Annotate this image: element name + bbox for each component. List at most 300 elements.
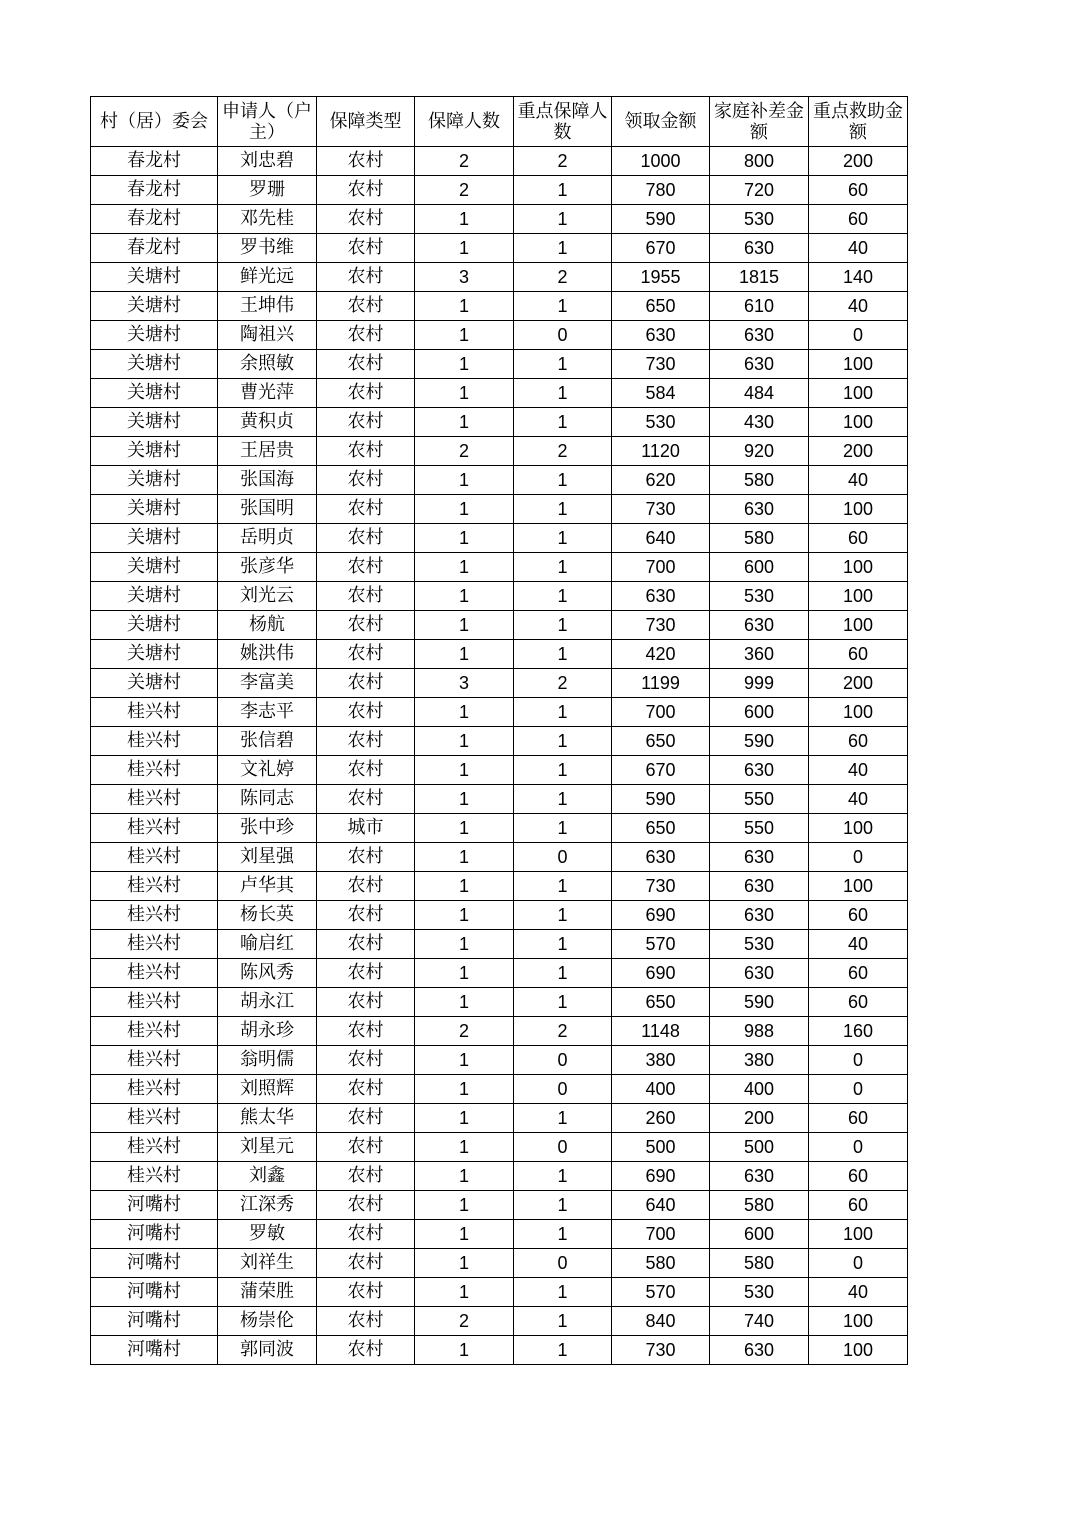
security-type-cell: 农村 [317, 437, 415, 466]
key-relief-amount-cell: 60 [809, 1191, 908, 1220]
key-relief-amount-cell: 100 [809, 698, 908, 727]
applicant-cell: 邓先桂 [218, 205, 317, 234]
family-supplement-cell: 580 [710, 1191, 809, 1220]
table-row [91, 176, 908, 205]
header-security-type: 保障类型 [317, 97, 415, 147]
covered-persons-cell: 1 [415, 988, 514, 1017]
covered-persons-cell: 2 [415, 437, 514, 466]
village-cell: 关塘村 [91, 379, 218, 408]
table-row [91, 350, 908, 379]
key-covered-persons-cell: 1 [514, 350, 612, 379]
amount-received-cell: 730 [612, 350, 710, 379]
table-row [91, 669, 908, 698]
key-covered-persons-cell: 1 [514, 408, 612, 437]
security-type-cell: 农村 [317, 553, 415, 582]
applicant-cell: 喻启红 [218, 930, 317, 959]
applicant-cell: 张信碧 [218, 727, 317, 756]
applicant-cell: 杨长英 [218, 901, 317, 930]
village-cell: 桂兴村 [91, 1017, 218, 1046]
key-relief-amount-cell: 100 [809, 611, 908, 640]
family-supplement-cell: 484 [710, 379, 809, 408]
applicant-cell: 张国海 [218, 466, 317, 495]
covered-persons-cell: 1 [415, 611, 514, 640]
table-row [91, 292, 908, 321]
family-supplement-cell: 580 [710, 524, 809, 553]
key-covered-persons-cell: 2 [514, 263, 612, 292]
security-type-cell: 农村 [317, 930, 415, 959]
covered-persons-cell: 1 [415, 1133, 514, 1162]
key-relief-amount-cell: 60 [809, 959, 908, 988]
security-type-cell: 农村 [317, 321, 415, 350]
applicant-cell: 罗珊 [218, 176, 317, 205]
security-type-cell: 农村 [317, 1191, 415, 1220]
key-relief-amount-cell: 40 [809, 466, 908, 495]
applicant-cell: 熊太华 [218, 1104, 317, 1133]
family-supplement-cell: 630 [710, 321, 809, 350]
applicant-cell: 翁明儒 [218, 1046, 317, 1075]
security-type-cell: 农村 [317, 988, 415, 1017]
key-relief-amount-cell: 40 [809, 1278, 908, 1307]
covered-persons-cell: 1 [415, 785, 514, 814]
table-row [91, 234, 908, 263]
village-cell: 关塘村 [91, 292, 218, 321]
table-row [91, 466, 908, 495]
key-covered-persons-cell: 1 [514, 785, 612, 814]
applicant-cell: 陶祖兴 [218, 321, 317, 350]
key-relief-amount-cell: 0 [809, 843, 908, 872]
village-cell: 春龙村 [91, 205, 218, 234]
table-row [91, 379, 908, 408]
table-row [91, 843, 908, 872]
key-covered-persons-cell: 1 [514, 1220, 612, 1249]
covered-persons-cell: 1 [415, 1191, 514, 1220]
covered-persons-cell: 1 [415, 698, 514, 727]
key-relief-amount-cell: 40 [809, 785, 908, 814]
key-relief-amount-cell: 160 [809, 1017, 908, 1046]
table-row [91, 321, 908, 350]
applicant-cell: 罗敏 [218, 1220, 317, 1249]
security-type-cell: 农村 [317, 495, 415, 524]
key-covered-persons-cell: 1 [514, 176, 612, 205]
table-row [91, 1191, 908, 1220]
covered-persons-cell: 1 [415, 408, 514, 437]
amount-received-cell: 730 [612, 872, 710, 901]
key-covered-persons-cell: 2 [514, 669, 612, 698]
amount-received-cell: 380 [612, 1046, 710, 1075]
family-supplement-cell: 590 [710, 988, 809, 1017]
amount-received-cell: 570 [612, 930, 710, 959]
covered-persons-cell: 1 [415, 843, 514, 872]
key-covered-persons-cell: 1 [514, 698, 612, 727]
security-type-cell: 农村 [317, 669, 415, 698]
village-cell: 桂兴村 [91, 1075, 218, 1104]
applicant-cell: 王居贵 [218, 437, 317, 466]
key-covered-persons-cell: 1 [514, 814, 612, 843]
family-supplement-cell: 630 [710, 611, 809, 640]
key-relief-amount-cell: 100 [809, 379, 908, 408]
header-amount-received: 领取金额 [612, 97, 710, 147]
village-cell: 桂兴村 [91, 698, 218, 727]
key-covered-persons-cell: 0 [514, 843, 612, 872]
applicant-cell: 刘星元 [218, 1133, 317, 1162]
applicant-cell: 郭同波 [218, 1336, 317, 1365]
applicant-cell: 王坤伟 [218, 292, 317, 321]
security-type-cell: 农村 [317, 1336, 415, 1365]
key-covered-persons-cell: 1 [514, 495, 612, 524]
amount-received-cell: 640 [612, 1191, 710, 1220]
village-cell: 桂兴村 [91, 1133, 218, 1162]
applicant-cell: 张彦华 [218, 553, 317, 582]
covered-persons-cell: 1 [415, 1162, 514, 1191]
applicant-cell: 卢华其 [218, 872, 317, 901]
key-covered-persons-cell: 1 [514, 756, 612, 785]
amount-received-cell: 650 [612, 292, 710, 321]
village-cell: 桂兴村 [91, 988, 218, 1017]
key-covered-persons-cell: 1 [514, 234, 612, 263]
family-supplement-cell: 550 [710, 814, 809, 843]
security-type-cell: 农村 [317, 611, 415, 640]
family-supplement-cell: 550 [710, 785, 809, 814]
security-type-cell: 农村 [317, 785, 415, 814]
security-type-cell: 农村 [317, 756, 415, 785]
key-covered-persons-cell: 2 [514, 437, 612, 466]
village-cell: 桂兴村 [91, 930, 218, 959]
key-covered-persons-cell: 1 [514, 1307, 612, 1336]
covered-persons-cell: 1 [415, 756, 514, 785]
amount-received-cell: 670 [612, 234, 710, 263]
amount-received-cell: 260 [612, 1104, 710, 1133]
key-relief-amount-cell: 60 [809, 205, 908, 234]
key-covered-persons-cell: 1 [514, 524, 612, 553]
table-row [91, 408, 908, 437]
table-row [91, 640, 908, 669]
security-type-cell: 农村 [317, 147, 415, 176]
amount-received-cell: 780 [612, 176, 710, 205]
covered-persons-cell: 1 [415, 524, 514, 553]
covered-persons-cell: 2 [415, 1307, 514, 1336]
family-supplement-cell: 380 [710, 1046, 809, 1075]
covered-persons-cell: 1 [415, 872, 514, 901]
covered-persons-cell: 1 [415, 814, 514, 843]
family-supplement-cell: 530 [710, 1278, 809, 1307]
key-relief-amount-cell: 0 [809, 1249, 908, 1278]
security-type-cell: 农村 [317, 1307, 415, 1336]
family-supplement-cell: 630 [710, 872, 809, 901]
table-row [91, 1075, 908, 1104]
key-covered-persons-cell: 1 [514, 727, 612, 756]
security-type-cell: 农村 [317, 1220, 415, 1249]
village-cell: 河嘴村 [91, 1336, 218, 1365]
key-relief-amount-cell: 40 [809, 930, 908, 959]
amount-received-cell: 730 [612, 495, 710, 524]
covered-persons-cell: 2 [415, 147, 514, 176]
family-supplement-cell: 200 [710, 1104, 809, 1133]
village-cell: 关塘村 [91, 495, 218, 524]
village-cell: 河嘴村 [91, 1191, 218, 1220]
key-relief-amount-cell: 60 [809, 988, 908, 1017]
village-cell: 桂兴村 [91, 843, 218, 872]
amount-received-cell: 580 [612, 1249, 710, 1278]
key-relief-amount-cell: 200 [809, 437, 908, 466]
village-cell: 河嘴村 [91, 1307, 218, 1336]
family-supplement-cell: 999 [710, 669, 809, 698]
family-supplement-cell: 630 [710, 495, 809, 524]
security-type-cell: 农村 [317, 408, 415, 437]
key-covered-persons-cell: 0 [514, 1075, 612, 1104]
table-row [91, 147, 908, 176]
key-relief-amount-cell: 100 [809, 1220, 908, 1249]
village-cell: 桂兴村 [91, 1104, 218, 1133]
security-type-cell: 农村 [317, 524, 415, 553]
amount-received-cell: 700 [612, 1220, 710, 1249]
village-cell: 关塘村 [91, 553, 218, 582]
village-cell: 春龙村 [91, 234, 218, 263]
applicant-cell: 刘祥生 [218, 1249, 317, 1278]
family-supplement-cell: 630 [710, 350, 809, 379]
village-cell: 桂兴村 [91, 959, 218, 988]
amount-received-cell: 630 [612, 582, 710, 611]
amount-received-cell: 570 [612, 1278, 710, 1307]
village-cell: 桂兴村 [91, 872, 218, 901]
key-covered-persons-cell: 1 [514, 466, 612, 495]
key-relief-amount-cell: 200 [809, 669, 908, 698]
table-row [91, 524, 908, 553]
key-relief-amount-cell: 100 [809, 495, 908, 524]
table-row [91, 959, 908, 988]
covered-persons-cell: 1 [415, 321, 514, 350]
key-covered-persons-cell: 1 [514, 988, 612, 1017]
family-supplement-cell: 530 [710, 205, 809, 234]
applicant-cell: 鲜光远 [218, 263, 317, 292]
covered-persons-cell: 1 [415, 1220, 514, 1249]
key-covered-persons-cell: 0 [514, 1249, 612, 1278]
family-supplement-cell: 1815 [710, 263, 809, 292]
security-type-cell: 农村 [317, 263, 415, 292]
security-type-cell: 农村 [317, 640, 415, 669]
key-relief-amount-cell: 60 [809, 901, 908, 930]
table-row [91, 901, 908, 930]
village-cell: 桂兴村 [91, 1162, 218, 1191]
security-type-cell: 农村 [317, 698, 415, 727]
village-cell: 关塘村 [91, 524, 218, 553]
table-row [91, 553, 908, 582]
key-covered-persons-cell: 2 [514, 147, 612, 176]
applicant-cell: 刘忠碧 [218, 147, 317, 176]
key-relief-amount-cell: 0 [809, 1133, 908, 1162]
village-cell: 桂兴村 [91, 785, 218, 814]
family-supplement-cell: 430 [710, 408, 809, 437]
covered-persons-cell: 1 [415, 1075, 514, 1104]
table-row [91, 872, 908, 901]
table-row [91, 1017, 908, 1046]
key-covered-persons-cell: 1 [514, 640, 612, 669]
table-row [91, 205, 908, 234]
header-covered-persons: 保障人数 [415, 97, 514, 147]
table-row [91, 1278, 908, 1307]
applicant-cell: 岳明贞 [218, 524, 317, 553]
key-covered-persons-cell: 1 [514, 1162, 612, 1191]
key-relief-amount-cell: 60 [809, 176, 908, 205]
security-type-cell: 农村 [317, 959, 415, 988]
amount-received-cell: 590 [612, 205, 710, 234]
amount-received-cell: 700 [612, 698, 710, 727]
security-type-cell: 农村 [317, 727, 415, 756]
key-relief-amount-cell: 140 [809, 263, 908, 292]
security-type-cell: 农村 [317, 1075, 415, 1104]
key-relief-amount-cell: 40 [809, 234, 908, 263]
applicant-cell: 胡永珍 [218, 1017, 317, 1046]
table-row [91, 1046, 908, 1075]
applicant-cell: 杨崇伦 [218, 1307, 317, 1336]
key-covered-persons-cell: 1 [514, 379, 612, 408]
security-type-cell: 农村 [317, 901, 415, 930]
table-row [91, 437, 908, 466]
covered-persons-cell: 1 [415, 379, 514, 408]
key-covered-persons-cell: 2 [514, 1017, 612, 1046]
key-covered-persons-cell: 1 [514, 930, 612, 959]
family-supplement-cell: 600 [710, 1220, 809, 1249]
applicant-cell: 杨航 [218, 611, 317, 640]
covered-persons-cell: 1 [415, 901, 514, 930]
table-row [91, 1249, 908, 1278]
family-supplement-cell: 630 [710, 959, 809, 988]
family-supplement-cell: 630 [710, 1336, 809, 1365]
covered-persons-cell: 1 [415, 1046, 514, 1075]
security-type-cell: 农村 [317, 176, 415, 205]
key-relief-amount-cell: 60 [809, 1104, 908, 1133]
amount-received-cell: 670 [612, 756, 710, 785]
table-row [91, 785, 908, 814]
table-row [91, 698, 908, 727]
table-row [91, 1220, 908, 1249]
table-body [91, 147, 908, 1365]
covered-persons-cell: 1 [415, 350, 514, 379]
family-supplement-cell: 988 [710, 1017, 809, 1046]
village-cell: 关塘村 [91, 669, 218, 698]
village-cell: 春龙村 [91, 147, 218, 176]
header-key-covered-persons: 重点保障人数 [514, 97, 612, 147]
family-supplement-cell: 600 [710, 553, 809, 582]
amount-received-cell: 630 [612, 321, 710, 350]
family-supplement-cell: 800 [710, 147, 809, 176]
header-family-supplement: 家庭补差金额 [710, 97, 809, 147]
covered-persons-cell: 1 [415, 640, 514, 669]
amount-received-cell: 584 [612, 379, 710, 408]
covered-persons-cell: 1 [415, 1278, 514, 1307]
amount-received-cell: 1120 [612, 437, 710, 466]
covered-persons-cell: 1 [415, 1336, 514, 1365]
security-type-cell: 农村 [317, 1046, 415, 1075]
key-relief-amount-cell: 100 [809, 872, 908, 901]
key-covered-persons-cell: 1 [514, 1104, 612, 1133]
applicant-cell: 刘光云 [218, 582, 317, 611]
key-covered-persons-cell: 1 [514, 1278, 612, 1307]
amount-received-cell: 1955 [612, 263, 710, 292]
table-row [91, 1104, 908, 1133]
key-relief-amount-cell: 100 [809, 1336, 908, 1365]
key-relief-amount-cell: 0 [809, 1075, 908, 1104]
family-supplement-cell: 920 [710, 437, 809, 466]
covered-persons-cell: 3 [415, 263, 514, 292]
key-relief-amount-cell: 0 [809, 1046, 908, 1075]
key-relief-amount-cell: 100 [809, 408, 908, 437]
covered-persons-cell: 1 [415, 930, 514, 959]
family-supplement-cell: 630 [710, 756, 809, 785]
key-covered-persons-cell: 0 [514, 321, 612, 350]
covered-persons-cell: 1 [415, 292, 514, 321]
amount-received-cell: 650 [612, 814, 710, 843]
table-row [91, 611, 908, 640]
table-row [91, 727, 908, 756]
applicant-cell: 江深秀 [218, 1191, 317, 1220]
village-cell: 关塘村 [91, 437, 218, 466]
key-relief-amount-cell: 60 [809, 524, 908, 553]
security-type-cell: 农村 [317, 379, 415, 408]
amount-received-cell: 1000 [612, 147, 710, 176]
covered-persons-cell: 1 [415, 495, 514, 524]
table-row [91, 930, 908, 959]
applicant-cell: 刘照辉 [218, 1075, 317, 1104]
family-supplement-cell: 580 [710, 1249, 809, 1278]
security-type-cell: 农村 [317, 205, 415, 234]
table-row [91, 582, 908, 611]
key-covered-persons-cell: 0 [514, 1046, 612, 1075]
village-cell: 关塘村 [91, 263, 218, 292]
applicant-cell: 李志平 [218, 698, 317, 727]
key-relief-amount-cell: 100 [809, 1307, 908, 1336]
village-cell: 关塘村 [91, 350, 218, 379]
key-relief-amount-cell: 60 [809, 727, 908, 756]
amount-received-cell: 630 [612, 843, 710, 872]
covered-persons-cell: 2 [415, 176, 514, 205]
family-supplement-cell: 580 [710, 466, 809, 495]
family-supplement-cell: 610 [710, 292, 809, 321]
family-supplement-cell: 530 [710, 582, 809, 611]
covered-persons-cell: 1 [415, 1249, 514, 1278]
key-covered-persons-cell: 1 [514, 205, 612, 234]
village-cell: 桂兴村 [91, 756, 218, 785]
applicant-cell: 刘鑫 [218, 1162, 317, 1191]
covered-persons-cell: 1 [415, 466, 514, 495]
amount-received-cell: 730 [612, 1336, 710, 1365]
covered-persons-cell: 1 [415, 553, 514, 582]
village-cell: 桂兴村 [91, 727, 218, 756]
covered-persons-cell: 1 [415, 234, 514, 263]
table-row [91, 1307, 908, 1336]
village-cell: 桂兴村 [91, 901, 218, 930]
applicant-cell: 陈风秀 [218, 959, 317, 988]
amount-received-cell: 840 [612, 1307, 710, 1336]
table-row [91, 988, 908, 1017]
village-cell: 春龙村 [91, 176, 218, 205]
applicant-cell: 罗书维 [218, 234, 317, 263]
family-supplement-cell: 630 [710, 843, 809, 872]
subsidy-table [90, 96, 908, 1365]
family-supplement-cell: 360 [710, 640, 809, 669]
header-applicant: 申请人（户主） [218, 97, 317, 147]
applicant-cell: 胡永江 [218, 988, 317, 1017]
village-cell: 桂兴村 [91, 814, 218, 843]
covered-persons-cell: 1 [415, 1104, 514, 1133]
family-supplement-cell: 400 [710, 1075, 809, 1104]
village-cell: 关塘村 [91, 321, 218, 350]
table-row [91, 756, 908, 785]
key-covered-persons-cell: 0 [514, 1133, 612, 1162]
security-type-cell: 农村 [317, 1278, 415, 1307]
security-type-cell: 城市 [317, 814, 415, 843]
key-relief-amount-cell: 200 [809, 147, 908, 176]
security-type-cell: 农村 [317, 292, 415, 321]
